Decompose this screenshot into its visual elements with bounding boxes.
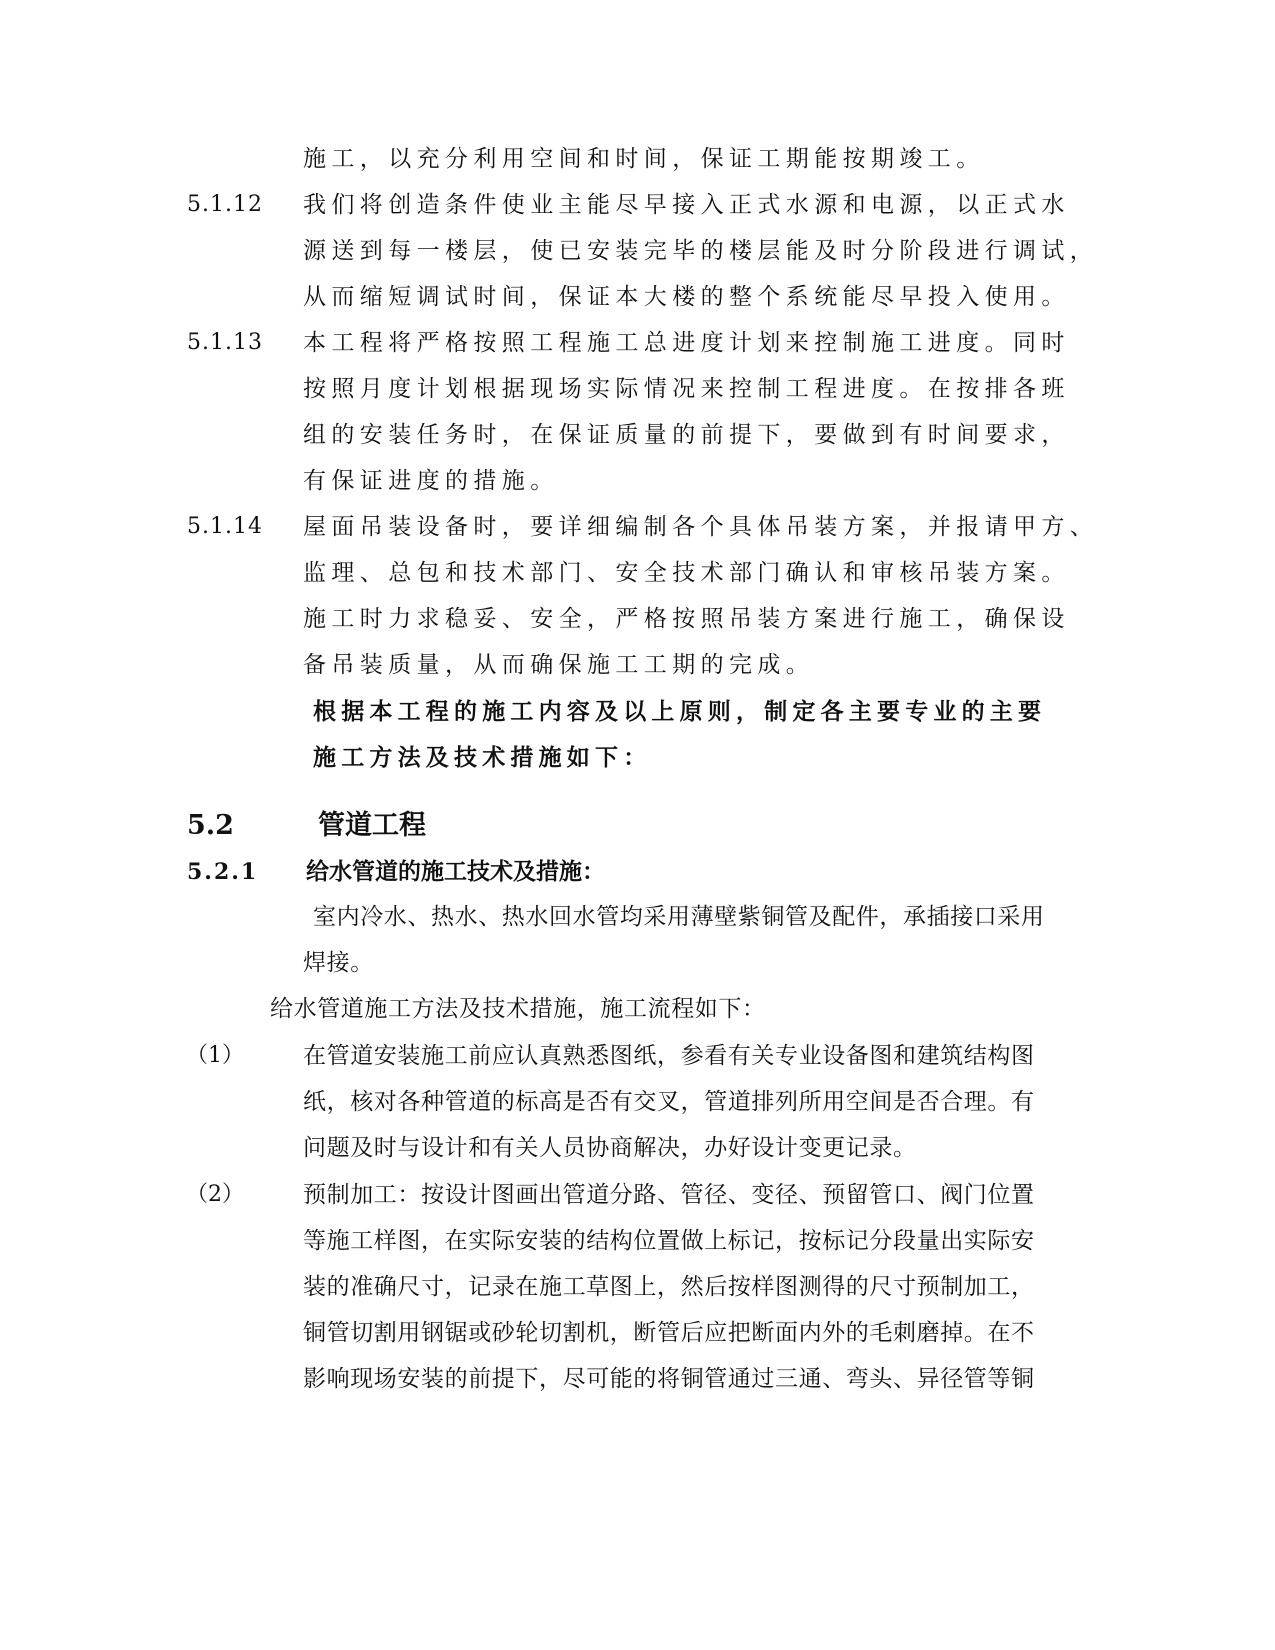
item-5-1-13-line-1: 本工程将严格按照工程施工总进度计划来控制施工进度。同时 xyxy=(303,330,1070,356)
step-1-line-2: 纸，核对各种管道的标高是否有交叉，管道排列所用空间是否合理。有 xyxy=(303,1089,1035,1115)
item-5-1-13-line-3: 组的安装任务时，在保证质量的前提下，要做到有时间要求， xyxy=(303,422,1070,448)
step-2-line-4: 铜管切割用钢锯或砂轮切割机，断管后应把断面内外的毛刺磨掉。在不 xyxy=(303,1320,1035,1346)
subsection-number: 5.2.1 xyxy=(187,859,259,885)
item-5-1-14-line-3: 施工时力求稳妥、安全，严格按照吊装方案进行施工，确保设 xyxy=(303,606,1070,632)
step-2-line-3: 装的准确尺寸，记录在施工草图上，然后按样图测得的尺寸预制加工， xyxy=(303,1274,1035,1300)
step-number-1: （1） xyxy=(186,1043,244,1068)
item-5-1-14-line-4: 备吊装质量，从而确保施工工期的完成。 xyxy=(303,652,815,678)
item-number-5-1-14: 5.1.14 xyxy=(187,514,263,539)
bold-summary-line-2: 施工方法及技术措施如下： xyxy=(313,744,652,771)
section-number: 5.2 xyxy=(187,810,234,841)
item-5-1-14-line-1: 屋面吊装设备时，要详细编制各个具体吊装方案，并报请甲方、 xyxy=(303,514,1099,540)
item-5-1-13-line-2: 按照月度计划根据现场实际情况来控制工程进度。在按排各班 xyxy=(303,376,1070,402)
bold-summary-line-1: 根据本工程的施工内容及以上原则，制定各主要专业的主要 xyxy=(313,698,1047,725)
item-number-5-1-12: 5.1.12 xyxy=(187,192,263,217)
intro-line-2: 焊接。 xyxy=(303,950,374,976)
step-2-line-1: 预制加工：按设计图画出管道分路、管径、变径、预留管口、阀门位置 xyxy=(303,1182,1035,1208)
subsection-title: 给水管道的施工技术及措施： xyxy=(306,858,605,885)
continuation-line: 施工，以充分利用空间和时间，保证工期能按期竣工。 xyxy=(303,146,985,172)
item-5-1-12-line-2: 源送到每一楼层，使已安装完毕的楼层能及时分阶段进行调试， xyxy=(303,238,1099,264)
item-5-1-14-line-2: 监理、总包和技术部门、安全技术部门确认和审核吊装方案。 xyxy=(303,560,1070,586)
step-2-line-5: 影响现场安装的前提下，尽可能的将铜管通过三通、弯头、异径管等铜 xyxy=(303,1366,1035,1392)
item-5-1-13-line-4: 有保证进度的措施。 xyxy=(303,468,559,494)
intro-line-1: 室内冷水、热水、热水回水管均采用薄壁紫铜管及配件，承插接口采用 xyxy=(313,904,1045,930)
item-5-1-12-line-3: 从而缩短调试时间，保证本大楼的整个系统能尽早投入使用。 xyxy=(303,284,1070,310)
step-2-line-2: 等施工样图，在实际安装的结构位置做上标记，按标记分段量出实际安 xyxy=(303,1228,1035,1254)
item-5-1-12-line-1: 我们将创造条件使业主能尽早接入正式水源和电源，以正式水 xyxy=(303,192,1070,218)
step-number-2: （2） xyxy=(186,1182,244,1207)
section-title: 管道工程 xyxy=(318,810,426,841)
step-1-line-3: 问题及时与设计和有关人员协商解决，办好设计变更记录。 xyxy=(303,1135,917,1161)
flow-intro: 给水管道施工方法及技术措施，施工流程如下： xyxy=(270,996,766,1022)
item-number-5-1-13: 5.1.13 xyxy=(187,330,263,355)
step-1-line-1: 在管道安装施工前应认真熟悉图纸，参看有关专业设备图和建筑结构图 xyxy=(303,1043,1035,1069)
